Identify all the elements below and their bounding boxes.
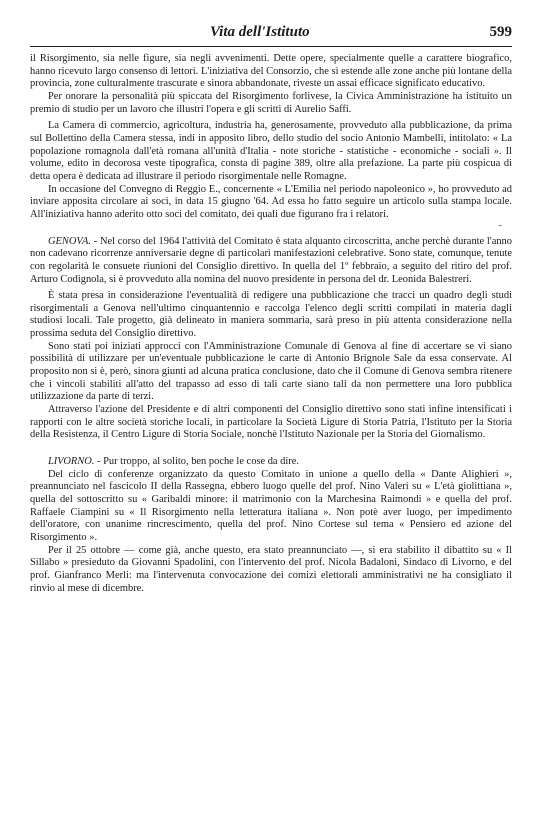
section-city-heading: GENOVA. (48, 235, 91, 247)
running-head: Vita dell'Istituto (210, 24, 310, 40)
page-header (30, 24, 512, 47)
separator-mark: - (498, 219, 502, 231)
paragraph: In occasione del Convegno di Reggio E., concernente « L'Emilia nel periodo napoleonico », ho provveduto ad inviare apposita circolare ai soci, in data 15 giugno '64. Ad essa ho fatto seguire un articolo sulla stampa locale. All'iniziativa hanno aderito otto soci del comitato, dei quali due figurano fra i relatori. (30, 183, 512, 220)
paragraph: il Risorgimento, sia nelle figure, sia negli avvenimenti. Dette opere, specialmente quelle a carattere biografico, hanno ricevuto largo consenso di lettori. L'iniziativa del Consorzio, che si estende alle zone anche più lontane della provincia, zone culturalmente trascurate e sinora abbandonate, riveste un assai efficace significato educativo. (30, 53, 512, 90)
section-city-heading: LIVORNO. (48, 456, 95, 468)
paragraph: Sono stati poi iniziati approcci con l'Amministrazione Comunale di Genova al fine di accertare se vi siano possibilità di utilizzare per un'eventuale pubblicazione le carte di Antonio Brignole Sale da essa conservate. Al proposito non si è, però, sinora giunti ad alcuna pratica conclusione, dato che il Comune di Genova sembra ritenere che i vincoli stabiliti all'atto del trapasso ad esso di tali carte siano tali da non permettere una loro pubblica utilizzazione da parte di terzi. (30, 340, 512, 403)
paragraph: Per onorare la personalità più spiccata del Risorgimento forlivese, la Civica Amministrazione ha istituito un premio di studio per un lavoro che illustri l'opera e gli scritti di Aurelio Saffi. (30, 90, 512, 115)
section-genova (30, 236, 512, 443)
intro-section (30, 53, 512, 222)
paragraph: Per il 25 ottobre — come già, anche questo, era stato preannunciato —, si era stabilito il dibattito su « Il Sillabo » presieduto da Giovanni Spadolini, con l'intervento del prof. Nicola Badaloni, Sindaco di Livorno, e del prof. Gianfranco Merli: ma l'intervenuta convocazione dei comizi elettorali amministrativi ne ha consigliato il rinvio al mese di dicembre. (30, 544, 512, 594)
paragraph: È stata presa in considerazione l'eventualità di redigere una pubblicazione che tracci un quadro degli studi risorgimentali a Genova nell'ultimo cinquantennio e raccolga l'elenco degli scritti compilati in materia dagli studiosi locali. Tale progetto, già delineato in maniera sommaria, sarà preso in più attenta considerazione nella prossima seduta del Consiglio direttivo. (30, 290, 512, 340)
paragraph-text: - Pur troppo, al solito, ben poche le cose da dire. (96, 456, 300, 468)
paragraph: La Camera di commercio, agricoltura, industria ha, generosamente, provveduto alla pubblicazione, da prima sul Bollettino della Camera stessa, indi in apposito libro, dello studio del socio Antonio Mambelli, intitolato: « La popolazione romagnola dall'età romana all'unità d'Italia - note storiche - statistiche - economiche - sociali ». Il volume, edito in decorosa veste tipografica, consta di pagine 389, oltre alla prefazione. La parte più cospicua di detta opera è dedicata ad illustrare il periodo risorgimentale nelle Romagne. (30, 120, 512, 182)
paragraph (30, 236, 512, 287)
paragraph-text: - Nel corso del 1964 l'attività del Comitato è stata alquanto circoscritta, anche perchè durante l'anno non cadevano ricorrenze anniversarie degne di particolari manifestazioni celebrative. Sono state, comunque, tenute con regolarità le consuete riunioni del Consiglio direttivo. In quella del 1º febbraio, a seguito del ritiro del prof. Arturo Codignola, si è provveduto alla nomina del nuovo presidente in persona del dr. Leonida Balestreri. (30, 235, 512, 285)
paragraph: Del ciclo di conferenze organizzato da questo Comitato in unione a quello della « Dante Alighieri », preannunciato nel fascicolo II della Rassegna, ebbero luogo quelle del prof. Nino Valeri su « L'età giolittiana », quella del sottoscritto su « Garibaldi minore: il matrimonio con la Marchesina Raimondi » e quella del prof. Raffaele Ciampini su « Il Risorgimento nella letteratura italiana ». Non potè aver luogo, per impedimento dell'oratore, con unanime rincrescimento, quella del prof. Nino Cortese sul tema « Pensiero ed azione del Risorgimento ». (30, 468, 512, 543)
page-number: 599 (489, 24, 512, 40)
section-livorno (30, 456, 512, 595)
paragraph: Attraverso l'azione del Presidente e di altri componenti del Consiglio direttivo sono stati infine intensificati i rapporti con le altre società storiche locali, in particolare la Società Ligure di Storia Patria, l'Istituto per la Storia della Resistenza, il Centro Ligure di Storia Sociale, nonchè l'Istituto Nazionale per la Storia del Giornalismo. (30, 404, 512, 441)
paragraph (30, 456, 512, 469)
